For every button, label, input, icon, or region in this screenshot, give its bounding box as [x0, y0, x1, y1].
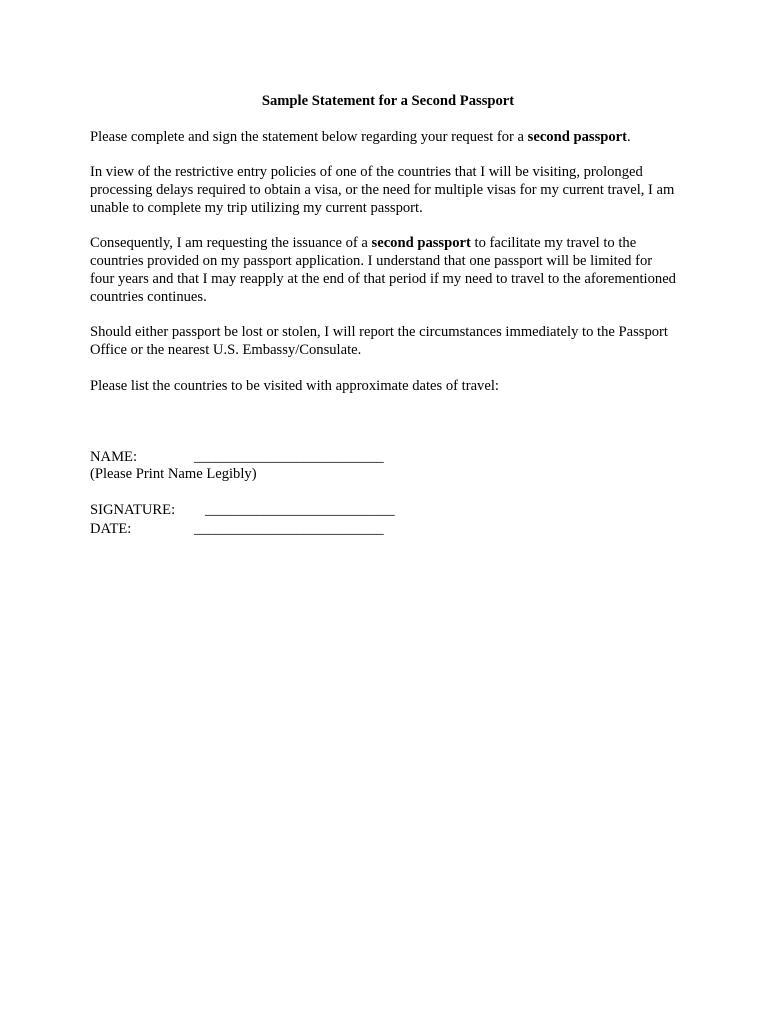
name-row [90, 449, 680, 467]
intro-paragraph [90, 129, 680, 147]
paragraph-countries-list: Please list the countries to be visited with approximate dates of travel: [90, 377, 499, 394]
date-field-line[interactable]: __________________________ [194, 520, 384, 537]
signature-form [90, 449, 680, 539]
name-hint: (Please Print Name Legibly) [90, 466, 257, 483]
intro-text-before: Please complete and sign the statement below regarding your request for a [90, 128, 528, 145]
request-bold-term: second passport [371, 235, 471, 252]
name-field-line[interactable]: __________________________ [194, 448, 384, 465]
document-title: Sample Statement for a Second Passport [261, 93, 515, 109]
paragraph-request [90, 235, 680, 306]
document-page [90, 93, 680, 539]
date-row [90, 521, 680, 539]
signature-field-line[interactable]: __________________________ [205, 501, 395, 518]
signature-label: SIGNATURE: [90, 501, 176, 518]
intro-text-after: . [627, 128, 631, 145]
intro-bold-term: second passport [527, 128, 628, 145]
date-label: DATE: [90, 520, 132, 537]
paragraph-lost-stolen: Should either passport be lost or stolen, I will report the circumstances immediately to the Passport Office or the nearest U.S. Embassy/Consulate. [90, 324, 668, 359]
request-text-before: Consequently, I am requesting the issuance of a [90, 235, 372, 252]
signature-row [90, 502, 680, 520]
request-text-after: to facilitate my travel to the countries provided on my passport application. I understand that one passport will be limited for four years and that I may reapply at the end of that period if my need to travel to the aforementioned countries continues. [90, 235, 676, 305]
name-label: NAME: [90, 448, 138, 465]
paragraph-restrictive-entry: In view of the restrictive entry policies of one of the countries that I will be visiting, prolonged processing delays required to obtain a visa, or the need for multiple visas for my current travel, I am unable to complete my trip utilizing my current passport. [90, 164, 675, 216]
